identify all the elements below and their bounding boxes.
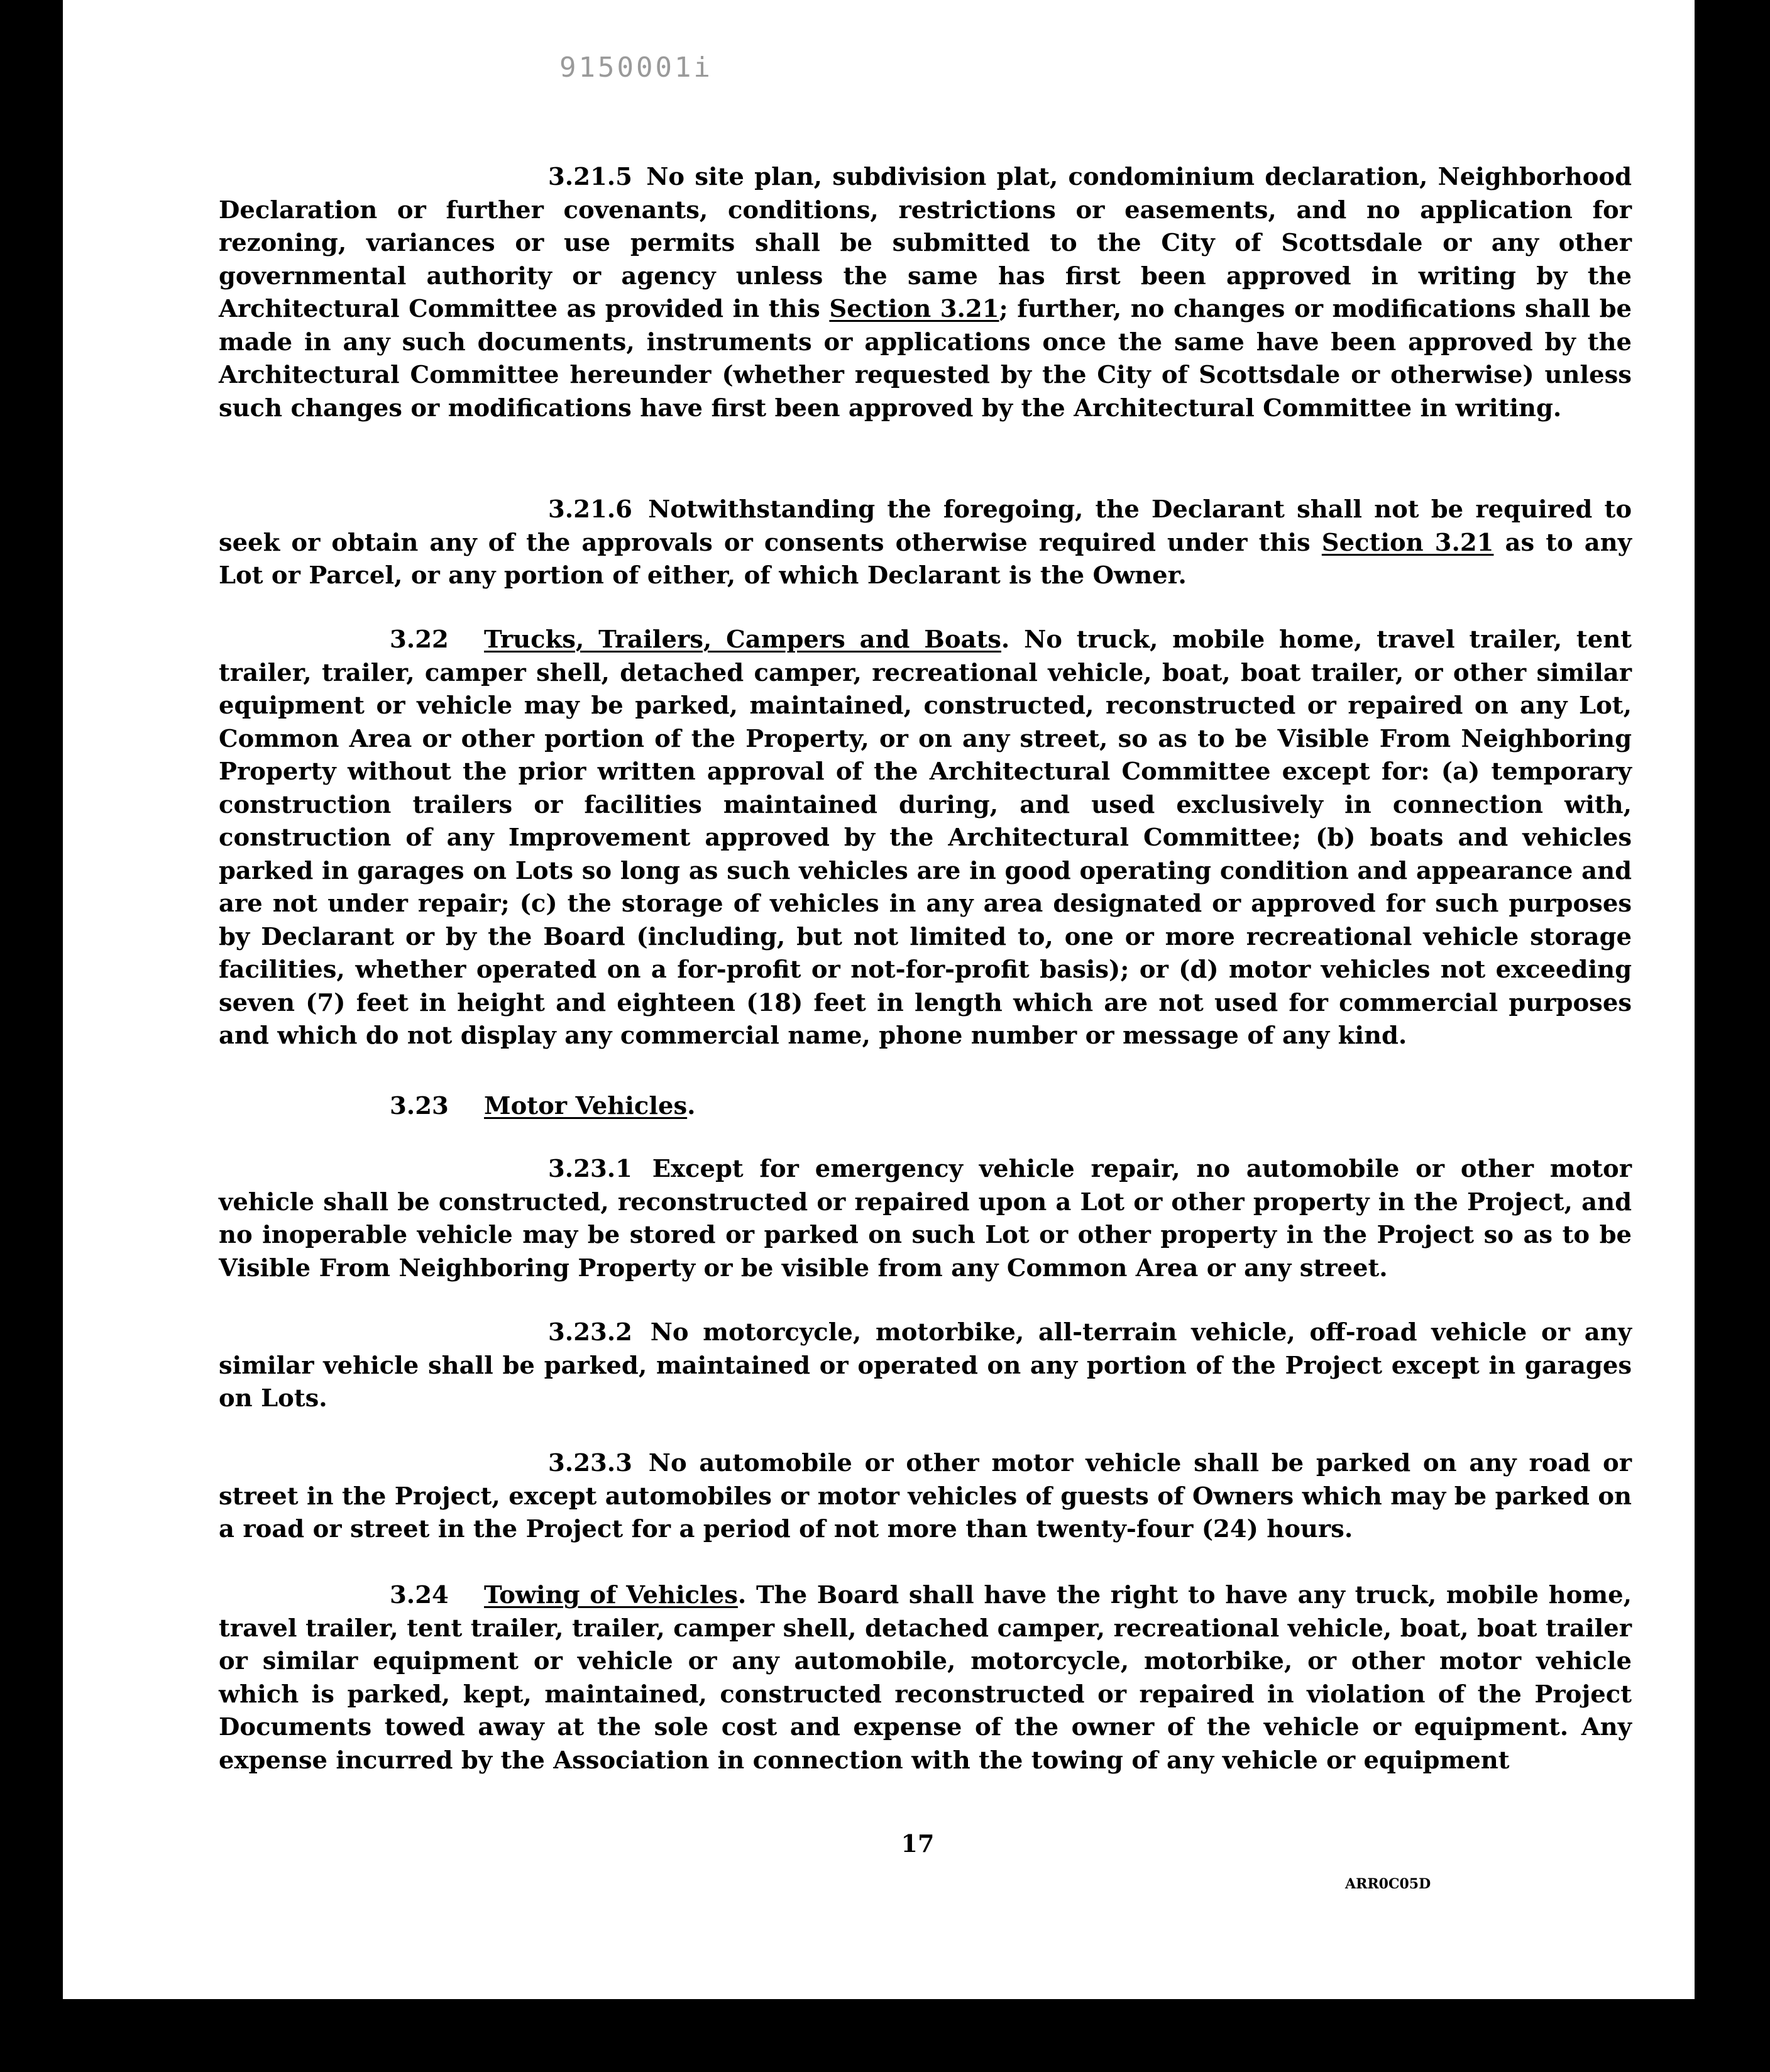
section-number: 3.22 — [390, 625, 449, 654]
paragraph-text: Notwithstanding the foregoing, the Declarant shall not be required to seek or obtain any of the approvals or consents otherwise required under this — [219, 495, 1632, 557]
paragraph-number: 3.23.1 — [548, 1155, 632, 1183]
paragraph-3-23-1 — [219, 1153, 1632, 1285]
paragraph-number: 3.23.2 — [548, 1318, 632, 1347]
section-number: 3.23 — [390, 1092, 449, 1120]
section-3-24 — [219, 1579, 1632, 1777]
section-title: Trucks, Trailers, Campers and Boats — [484, 625, 1001, 654]
paragraph-text-continued: ; further, no changes or modifications shall be made in any such documents, instruments or applications once the same have been approved by the Architectural Committee hereunder (whether requested by the City of Scottsdale or otherwise) unless such changes or modifications have first been approved by the Architectural Committee in writing. — [219, 295, 1632, 422]
section-3-22 — [219, 624, 1632, 1053]
section-number: 3.24 — [390, 1581, 449, 1609]
paragraph-text-continued: as to any Lot or Parcel, or any portion of either, of which Declarant is the Owner. — [219, 528, 1632, 590]
paragraph-text: No motorcycle, motorbike, all-terrain vehicle, off-road vehicle or any similar vehicle shall be parked, maintained or operated on any portion of the Project except in garages on Lots. — [219, 1318, 1632, 1413]
paragraph-3-21-5 — [219, 161, 1632, 425]
paragraph-text: Except for emergency vehicle repair, no automobile or other motor vehicle shall be constructed, reconstructed or repaired upon a Lot or other property in the Project, and no inoperable vehicle may be stored or parked on such Lot or other property in the Project so as to be Visible From Neighboring Property or be visible from any Common Area or any street. — [219, 1155, 1632, 1282]
page-number: 17 — [901, 1829, 935, 1858]
section-text: . The Board shall have the right to have any truck, mobile home, travel trailer, tent trailer, trailer, camper shell, detached camper, recreational vehicle, boat, boat trailer or similar equipment or vehicle or any automobile, motorcycle, motorbike, or other motor vehicle which is parked, kept, maintained, constructed reconstructed or repaired in violation of the Project Documents towed away at the sole cost and expense of the owner of the vehicle or equipment. Any expense incurred by the Association in connection with the towing of any vehicle or equipment — [219, 1581, 1632, 1775]
section-title-suffix: . — [687, 1092, 696, 1120]
section-title: Towing of Vehicles — [484, 1581, 738, 1609]
paragraph-number: 3.21.5 — [548, 163, 632, 191]
paragraph-number: 3.21.6 — [548, 495, 632, 524]
document-page — [63, 0, 1695, 1999]
paragraph-3-23-3 — [219, 1447, 1632, 1546]
section-reference: Section 3.21 — [1321, 528, 1494, 557]
paragraph-3-21-6 — [219, 493, 1632, 593]
section-title: Motor Vehicles — [484, 1092, 688, 1120]
section-text: . No truck, mobile home, travel trailer, tent trailer, trailer, camper shell, detached camper, recreational vehicle, boat, boat trailer, or other similar equipment or vehicle may be parked, maintained, constructed, reconstructed or repaired on any Lot, Common Area or other portion of the Property, or on any street, so as to be Visible From Neighboring Property without the prior written approval of the Architectural Committee except for: (a) temporary construction trailers or facilities maintained during, and used exclusively in connection with, construction of any Improvement approved by the Architectural Committee; (b) boats and vehicles parked in garages on Lots so long as such vehicles are in good operating condition and appearance and are not under repair; (c) the storage of vehicles in any area designated or approved for such purposes by Declarant or by the Board (including, but not limited to, one or more recreational vehicle storage facilities, whether operated on a for-profit or not-for-profit basis); or (d) motor vehicles not exceeding seven (7) feet in height and eighteen (18) feet in length which are not used for commercial purposes and which do not display any commercial name, phone number or message of any kind. — [219, 625, 1632, 1050]
document-code: ARR0C05D — [1345, 1876, 1431, 1892]
paragraph-number: 3.23.3 — [548, 1449, 632, 1477]
paragraph-text: No automobile or other motor vehicle shall be parked on any road or street in the Project, except automobiles or motor vehicles of guests of Owners which may be parked on a road or street in the Project for a period of not more than twenty-four (24) hours. — [219, 1449, 1632, 1543]
section-3-23-heading — [390, 1090, 696, 1123]
paragraph-3-23-2 — [219, 1316, 1632, 1416]
section-reference: Section 3.21 — [829, 295, 999, 323]
paragraph-text: No site plan, subdivision plat, condominium declaration, Neighborhood Declaration or further covenants, conditions, restrictions or easements, and no application for rezoning, variances or use permits shall be submitted to the City of Scottsdale or any other governmental authority or agency unless the same has first been approved in writing by the Architectural Committee as provided in this — [219, 163, 1632, 323]
document-stamp: 9150001i — [559, 52, 713, 84]
